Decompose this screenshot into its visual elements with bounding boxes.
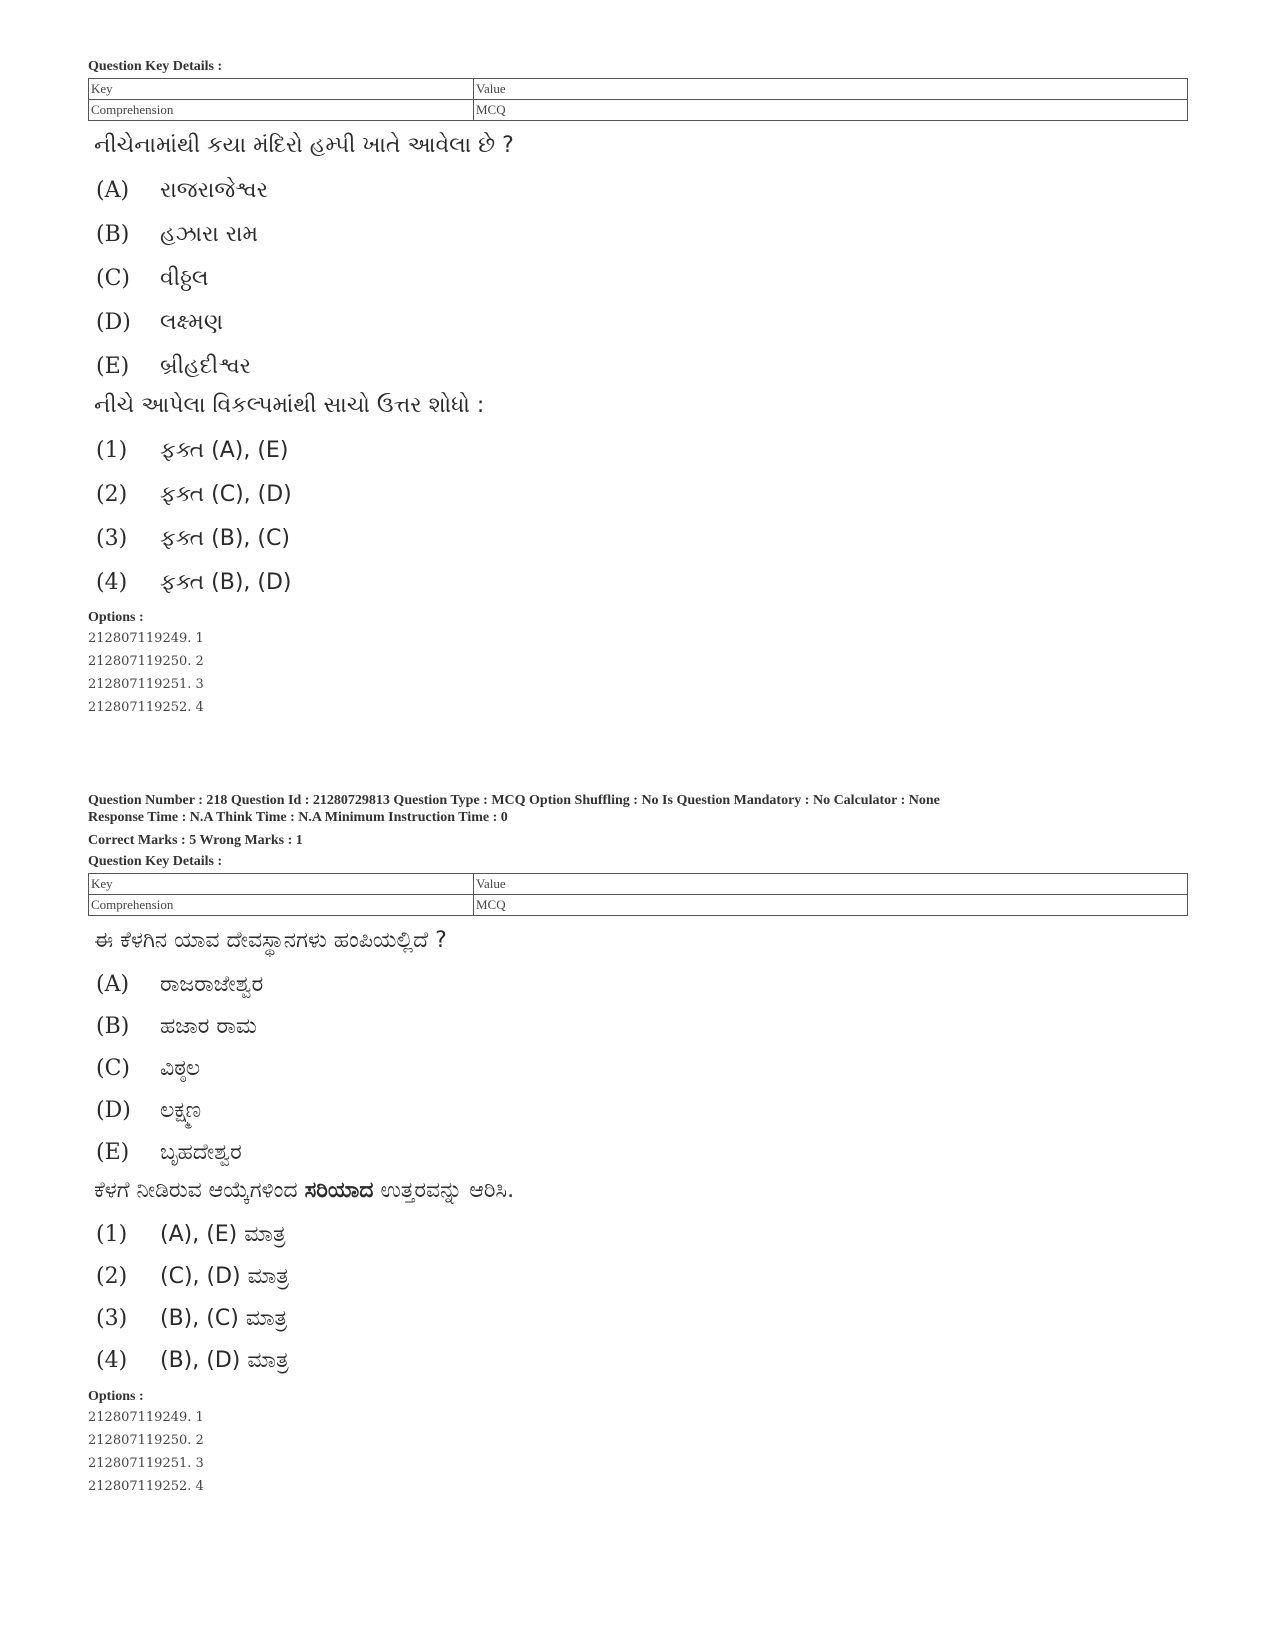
statement-text: હઝારા રામ [160, 222, 259, 247]
statement-item [96, 301, 1188, 345]
choice-text: ફક્ત (C), (D) [160, 482, 292, 507]
choice-text: (A), (E) ಮಾತ್ರ [160, 1222, 286, 1247]
statement-label: (B) [96, 1014, 130, 1039]
choice-item [96, 1256, 1188, 1298]
option-id: 212807119251. 3 [88, 677, 204, 692]
choice-item [96, 429, 1188, 473]
choice-item [96, 1298, 1188, 1340]
option-id: 212807119250. 2 [88, 1433, 204, 1448]
choice-item [96, 1340, 1188, 1382]
table-cell: MCQ [474, 895, 1188, 916]
table-cell: Key [89, 79, 474, 100]
options-label: Options : [88, 1389, 144, 1404]
statement-text: ರಾಜರಾಜೇಶ್ವರ [160, 972, 264, 997]
choice-item [96, 561, 1188, 605]
statement-item [96, 213, 1188, 257]
statement-label: (A) [96, 178, 130, 203]
statement-item [96, 257, 1188, 301]
option-id: 212807119251. 3 [88, 1456, 204, 1471]
table-cell: MCQ [474, 100, 1188, 121]
statement-label: (B) [96, 222, 130, 247]
choice-item [96, 1214, 1188, 1256]
choice-label: (2) [96, 1264, 128, 1289]
choice-text: ફક્ત (A), (E) [160, 438, 289, 463]
statement-label: (D) [96, 1098, 131, 1123]
table-row [89, 895, 1188, 916]
statement-text: રાજરાજેશ્વર [160, 178, 268, 203]
question-meta-line: Response Time : N.A Think Time : N.A Minimum Instruction Time : 0 [88, 810, 508, 825]
option-id: 212807119249. 1 [88, 1410, 204, 1425]
question-text: નીચેનામાંથી કયા મંદિરો હમ્પી ખાતે આવેલા છે ? [94, 133, 514, 158]
statement-text: ಬೃಹದೇಶ್ವರ [160, 1140, 242, 1165]
statement-item [96, 169, 1188, 213]
table-header-row [89, 79, 1188, 100]
statement-item [96, 1132, 1188, 1174]
statement-label: (A) [96, 972, 130, 997]
statement-text: વીઠ્ઠલ [160, 266, 209, 291]
choice-text: ફક્ત (B), (D) [160, 570, 292, 595]
choice-text: (C), (D) ಮಾತ್ರ [160, 1264, 289, 1289]
statement-text: બ્રીહદીશ્વર [160, 354, 252, 379]
table-cell: Comprehension [89, 895, 474, 916]
instruction-part: ಉತ್ತರವನ್ನು ಆರಿಸಿ. [380, 1178, 515, 1203]
choice-text: (B), (D) ಮಾತ್ರ [160, 1348, 289, 1373]
statement-text: લક્ષ્મણ [160, 310, 224, 335]
key-details-label: Question Key Details : [88, 854, 223, 869]
statement-item [96, 1048, 1188, 1090]
table-row [89, 100, 1188, 121]
option-id: 212807119249. 1 [88, 631, 204, 646]
statement-item [96, 964, 1188, 1006]
option-id: 212807119252. 4 [88, 1479, 204, 1494]
instruction-text: નીચે આપેલા વિકલ્પમાંથી સાચો ઉત્તર શોધો : [94, 393, 485, 418]
options-label: Options : [88, 610, 144, 625]
statement-label: (E) [96, 354, 130, 379]
statement-label: (C) [96, 266, 130, 291]
table-cell: Value [474, 874, 1188, 895]
instruction-emphasis: ಸರಿಯಾದ [304, 1178, 374, 1203]
table-cell: Key [89, 874, 474, 895]
question-text: ಈ ಕೆಳಗಿನ ಯಾವ ದೇವಸ್ಥಾನಗಳು ಹಂಪಿಯಲ್ಲಿದೆ ? [94, 928, 447, 953]
statement-label: (D) [96, 310, 131, 335]
statement-item [96, 1090, 1188, 1132]
statement-item [96, 1006, 1188, 1048]
choice-label: (2) [96, 482, 128, 507]
choice-item [96, 473, 1188, 517]
choice-item [96, 517, 1188, 561]
table-header-row [89, 874, 1188, 895]
table-cell: Comprehension [89, 100, 474, 121]
statement-label: (E) [96, 1140, 130, 1165]
statement-text: ವಿಠ್ಠಲ [160, 1056, 201, 1081]
statement-text: ಲಕ್ಷ್ಮಣ [160, 1098, 202, 1123]
statement-text: ಹಜಾರ ರಾಮ [160, 1014, 257, 1039]
instruction-text [94, 1176, 1188, 1206]
key-details-table [88, 78, 1188, 121]
statement-label: (C) [96, 1056, 130, 1081]
option-id: 212807119250. 2 [88, 654, 204, 669]
marks-line: Correct Marks : 5 Wrong Marks : 1 [88, 833, 303, 848]
instruction-part: ಕೆಳಗೆ ನೀಡಿರುವ ಆಯ್ಕೆಗಳಿಂದ [94, 1178, 298, 1203]
choice-label: (1) [96, 438, 128, 463]
option-id: 212807119252. 4 [88, 700, 204, 715]
question-1-block [88, 58, 1188, 719]
choice-label: (3) [96, 526, 128, 551]
table-cell: Value [474, 79, 1188, 100]
statement-item [96, 345, 1188, 389]
choice-label: (3) [96, 1306, 128, 1331]
choice-label: (4) [96, 570, 128, 595]
question-meta-line: Question Number : 218 Question Id : 21280729813 Question Type : MCQ Option Shuffling : No Is Question Mandatory : No Calculator : None [88, 793, 940, 808]
question-2-block [88, 792, 1188, 1498]
choice-label: (4) [96, 1348, 128, 1373]
choice-text: ફક્ત (B), (C) [160, 526, 290, 551]
choice-text: (B), (C) ಮಾತ್ರ [160, 1306, 288, 1331]
choice-label: (1) [96, 1222, 128, 1247]
key-details-label: Question Key Details : [88, 59, 223, 74]
key-details-table [88, 873, 1188, 916]
